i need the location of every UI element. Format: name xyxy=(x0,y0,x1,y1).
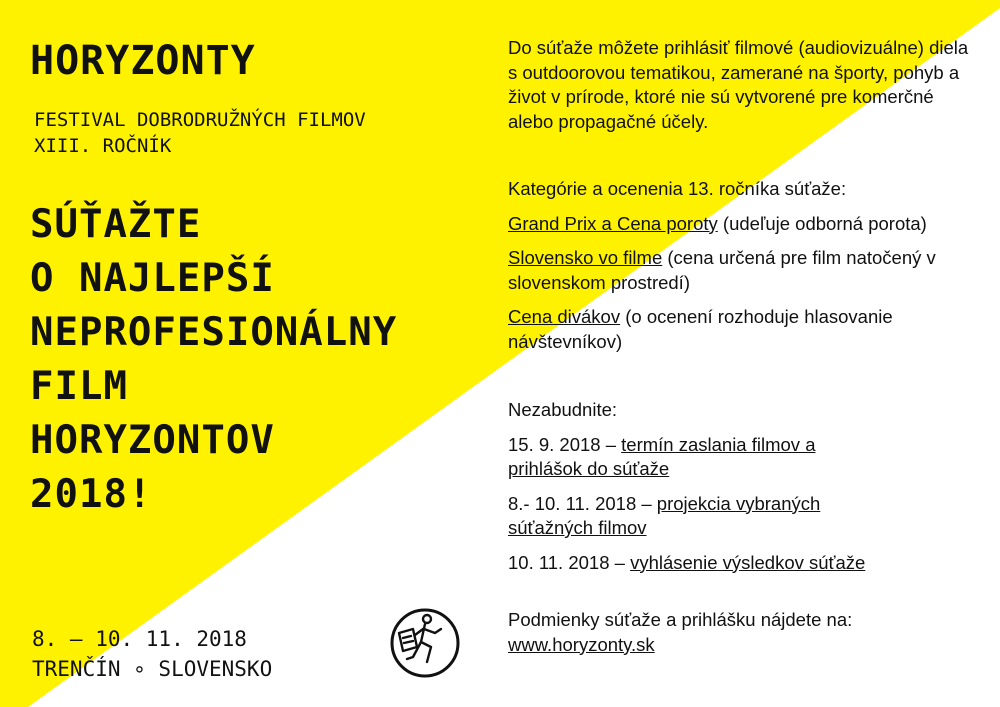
headline-line: HORYZONTOV xyxy=(30,418,275,463)
festival-dates: 8. – 10. 11. 2018 xyxy=(32,627,247,651)
website-link-wrap xyxy=(508,633,978,658)
intro-text: Do súťaže môžete prihlásiť filmové (audiovizuálne) diela s outdoorovou tematikou, zamerané na športy, pohyb a život v prírode, ktoré nie sú vytvorené pre komerčné alebo propagačné účely. xyxy=(508,37,969,132)
info-column xyxy=(508,36,978,657)
category-item xyxy=(508,305,978,354)
deadline-date: 8.- 10. 11. 2018 – xyxy=(508,492,657,514)
category-description: (udeľuje odborná porota) xyxy=(717,212,927,234)
headline-line: FILM xyxy=(30,364,128,409)
subtitle-line-1: FESTIVAL DOBRODRUŽNÝCH FILMOV xyxy=(34,109,366,131)
headline xyxy=(30,198,397,522)
outro-text: Podmienky súťaže a prihlášku nájdete na: xyxy=(508,609,853,630)
deadline-date: 15. 9. 2018 – xyxy=(508,433,622,455)
remember-heading: Nezabudnite: xyxy=(508,399,618,420)
deadline-date: 10. 11. 2018 – xyxy=(508,551,631,573)
deadline-link[interactable]: projekcia vybraných súťažných filmov xyxy=(508,492,821,538)
deadline-link[interactable]: termín zaslania filmov a prihlášok do súťaže xyxy=(508,433,816,479)
headline-line: NEPROFESIONÁLNY xyxy=(30,310,398,355)
deadline-item xyxy=(508,433,848,482)
category-link[interactable]: Slovensko vo filme xyxy=(508,247,663,268)
categories-heading: Kategórie a ocenenia 13. ročníka súťaže: xyxy=(508,178,847,199)
category-description: (o ocenení rozhoduje hlasovanie návštevníkov) xyxy=(508,306,893,352)
category-link[interactable]: Cena divákov xyxy=(508,306,621,327)
headline-line: O NAJLEPŠÍ xyxy=(30,256,275,301)
category-link[interactable]: Grand Prix a Cena poroty xyxy=(508,212,718,234)
festival-location: TRENČÍN ∘ SLOVENSKO xyxy=(32,657,273,681)
subtitle-line-2: XIII. ROČNÍK xyxy=(34,135,172,157)
deadline-item xyxy=(508,492,868,541)
festival-title: HORYZONTY xyxy=(30,38,256,84)
deadline-item xyxy=(508,551,978,576)
category-description: (cena určená pre film natočený v slovenskom prostredí) xyxy=(508,247,936,293)
category-item xyxy=(508,246,978,295)
headline-line: 2018! xyxy=(30,472,153,517)
category-item xyxy=(508,212,978,237)
festival-subtitle xyxy=(34,107,366,159)
deadline-link[interactable]: vyhlásenie výsledkov súťaže xyxy=(630,551,866,573)
runner-logo-icon xyxy=(389,607,461,679)
headline-line: SÚŤAŽTE xyxy=(30,202,202,247)
website-link[interactable]: www.horyzonty.sk xyxy=(508,633,655,655)
festival-dates-location xyxy=(32,624,272,684)
